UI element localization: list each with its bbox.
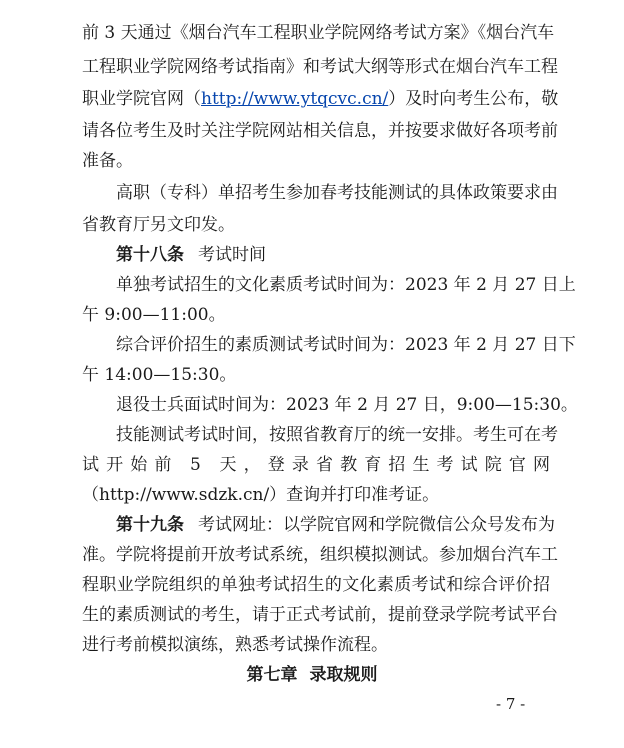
- paragraph-line: 程职业学院组织的单独考试招生的文化素质考试和综合评价招: [82, 575, 550, 595]
- paragraph-line: 单独考试招生的文化素质考试时间为：2023 年 2 月 27 日上: [116, 275, 576, 295]
- article-19-text: 考试网址：以学院官网和学院微信公众号发布为: [198, 515, 555, 535]
- paragraph-line: 准。学院将提前开放考试系统，组织模拟测试。参加烟台汽车工: [82, 545, 558, 565]
- college-website-link[interactable]: http://www.ytqcvc.cn/: [201, 89, 389, 109]
- chapter-number: 第七章: [246, 665, 298, 685]
- paragraph-line: 试 开 始 前 5 天 ， 登 录 省 教 育 招 生 考 试 院 官 网: [82, 455, 550, 475]
- article-18-heading-line: [116, 240, 624, 270]
- paragraph-line: 工程职业学院网络考试指南》和考试大纲等形式在烟台汽车工程: [82, 57, 558, 77]
- paragraph-line: 退役士兵面试时间为：2023 年 2 月 27 日，9:00—15:30。: [116, 395, 578, 415]
- paragraph-line: 高职（专科）单招考生参加春考技能测试的具体政策要求由: [116, 183, 558, 203]
- paragraph-line: [82, 84, 559, 114]
- page-number: - 7 -: [496, 695, 526, 713]
- article-18-title: 考试时间: [198, 245, 266, 265]
- paragraph-line: 请各位考生及时关注学院网站相关信息，并按要求做好各项考前: [82, 121, 558, 141]
- paragraph-line: （http://www.sdzk.cn/）查询并打印准考证。: [82, 485, 440, 505]
- text-segment: 职业学院官网（: [82, 89, 201, 109]
- paragraph-line: 准备。: [82, 151, 133, 171]
- paragraph-line: 综合评价招生的素质测试考试时间为：2023 年 2 月 27 日下: [116, 335, 576, 355]
- paragraph-line: 前 3 天通过《烟台汽车工程职业学院网络考试方案》《烟台汽车: [82, 23, 555, 43]
- chapter-heading: [0, 660, 624, 690]
- chapter-title: 录取规则: [309, 665, 378, 685]
- paragraph-line: 午 14:00—15:30。: [82, 365, 237, 385]
- paragraph-line: 生的素质测试的考生，请于正式考试前，提前登录学院考试平台: [82, 605, 558, 625]
- paragraph-line: 技能测试考试时间，按照省教育厅的统一安排。考生可在考: [116, 425, 558, 445]
- paragraph-line: 进行考前模拟演练，熟悉考试操作流程。: [82, 635, 388, 655]
- article-19-heading-line: [116, 510, 555, 540]
- paragraph-line: 省教育厅另文印发。: [82, 215, 235, 235]
- text-segment: ）及时向考生公布，敬: [388, 89, 559, 109]
- article-19-heading: 第十九条: [116, 515, 184, 535]
- paragraph-line: 午 9:00—11:00。: [82, 305, 226, 325]
- article-18-heading: 第十八条: [116, 245, 184, 265]
